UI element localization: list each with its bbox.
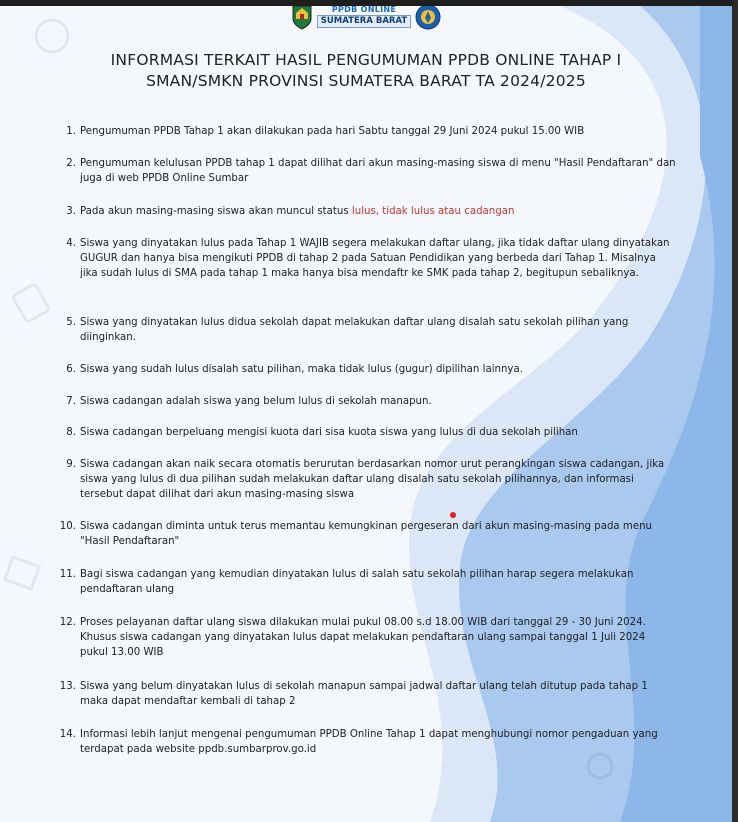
item-text: Siswa yang sudah lulus disalah satu pilihan, maka tidak lulus (gugur) dipilihan lainnya. bbox=[80, 364, 523, 375]
item-text: Siswa cadangan akan naik secara otomatis berurutan berdasarkan nomor urut perangkingan siswa cadangan, jika siswa yang lulus di dua pilihan sudah melakukan daftar ulang disalah satu sekolah pilihannya, dan informasi tersebut dapat dilihat dari akun masing-masing siswa bbox=[80, 459, 665, 501]
list-item bbox=[56, 615, 676, 661]
item-number: 4. bbox=[66, 238, 76, 249]
window-right-edge bbox=[733, 0, 738, 822]
item-number: 1. bbox=[66, 126, 76, 137]
list-item bbox=[56, 679, 676, 709]
list-item bbox=[56, 457, 676, 503]
item-number: 6. bbox=[66, 364, 76, 375]
header bbox=[0, 6, 732, 36]
announcement-poster bbox=[0, 6, 732, 822]
item-number: 14. bbox=[59, 729, 76, 740]
list-item bbox=[56, 124, 676, 139]
brand-line1: PPDB ONLINE bbox=[331, 6, 397, 15]
list-item bbox=[56, 727, 676, 757]
list-item bbox=[56, 567, 676, 597]
page-title bbox=[40, 50, 692, 92]
item-number: 13. bbox=[59, 681, 76, 692]
cursor-dot bbox=[450, 512, 456, 518]
list-item bbox=[56, 519, 676, 549]
list-item bbox=[56, 362, 676, 377]
title-line2: SMAN/SMKN PROVINSI SUMATERA BARAT TA 2024/2025 bbox=[146, 72, 586, 90]
item-text: Siswa cadangan adalah siswa yang belum lulus di sekolah manapun. bbox=[80, 396, 432, 407]
item-text: Siswa yang belum dinyatakan lulus di sekolah manapun sampai jadwal daftar ulang telah ditutup pada tahap 1 maka dapat mendaftar kembali di tahap 2 bbox=[80, 681, 648, 708]
item-number: 9. bbox=[66, 459, 76, 470]
item-number: 10. bbox=[59, 521, 76, 532]
list-item bbox=[56, 394, 676, 409]
item-text: Pengumuman kelulusan PPDB tahap 1 dapat dilihat dari akun masing-masing siswa di menu "Hasil Pendaftaran" dan juga di web PPDB Online Sumbar bbox=[80, 158, 676, 185]
item-number: 3. bbox=[66, 206, 76, 217]
item-text: Proses pelayanan daftar ulang siswa dilakukan mulai pukul 08.00 s.d 18.00 WIB dari tanggal 29 - 30 Juni 2024. Khusus siswa cadangan yang dinyatakan lulus dapat melakukan pendaftaran ulang sampai tanggal 1 Juli 2024 pukul 13.00 WIB bbox=[80, 617, 646, 659]
item-text: Informasi lebih lanjut mengenai pengumuman PPDB Online Tahap 1 dapat menghubungi nomor pengaduan yang terdapat pada website ppdb.sumbarprov.go.id bbox=[80, 729, 658, 756]
list-item bbox=[56, 315, 676, 345]
item-text: Pengumuman PPDB Tahap 1 akan dilakukan pada hari Sabtu tanggal 29 Juni 2024 pukul 15.00 WIB bbox=[80, 126, 585, 137]
item-text: Siswa cadangan berpeluang mengisi kuota dari sisa kuota siswa yang lulus di dua sekolah pilihan bbox=[80, 427, 578, 438]
item-text: Siswa cadangan diminta untuk terus memantau kemungkinan pergeseran dari akun masing-masing pada menu "Hasil Pendaftaran" bbox=[80, 521, 653, 548]
item-number: 7. bbox=[66, 396, 76, 407]
status-highlight: lulus, tidak lulus atau cadangan bbox=[351, 206, 515, 217]
item-text-wrap bbox=[80, 204, 676, 219]
item-text: Pada akun masing-masing siswa akan muncul status bbox=[80, 206, 352, 217]
list-item bbox=[56, 204, 676, 219]
item-number: 8. bbox=[66, 427, 76, 438]
tut-wuri-handayani-icon bbox=[415, 6, 441, 30]
item-number: 12. bbox=[59, 617, 76, 628]
title-line1: INFORMASI TERKAIT HASIL PENGUMUMAN PPDB ONLINE TAHAP I bbox=[110, 51, 622, 69]
list-item bbox=[56, 425, 676, 440]
list-item bbox=[56, 156, 676, 186]
list-item bbox=[56, 236, 676, 282]
item-text: Siswa yang dinyatakan lulus didua sekolah dapat melakukan daftar ulang disalah satu sekolah pilihan yang diinginkan. bbox=[80, 317, 629, 344]
west-sumatra-crest-icon bbox=[291, 6, 313, 30]
item-number: 2. bbox=[66, 158, 76, 169]
item-text: Siswa yang dinyatakan lulus pada Tahap 1 WAJIB segera melakukan daftar ulang, jika tidak daftar ulang dinyatakan GUGUR dan hanya bisa mengikuti PPDB di tahap 2 pada Satuan Pendidikan yang berbeda dari Tahap 1. Misalnya jika sudah lulus di SMA pada tahap 1 maka hanya bisa mendaftr ke SMK pada tahap 2, begitupun sebaliknya. bbox=[80, 238, 670, 280]
brand-text bbox=[317, 6, 411, 28]
logo-group bbox=[291, 6, 441, 30]
item-number: 5. bbox=[66, 317, 76, 328]
brand-line2: SUMATERA BARAT bbox=[317, 15, 411, 28]
item-number: 11. bbox=[59, 569, 76, 580]
item-text: Bagi siswa cadangan yang kemudian dinyatakan lulus di salah satu sekolah pilihan harap segera melakukan pendaftaran ulang bbox=[80, 569, 634, 596]
